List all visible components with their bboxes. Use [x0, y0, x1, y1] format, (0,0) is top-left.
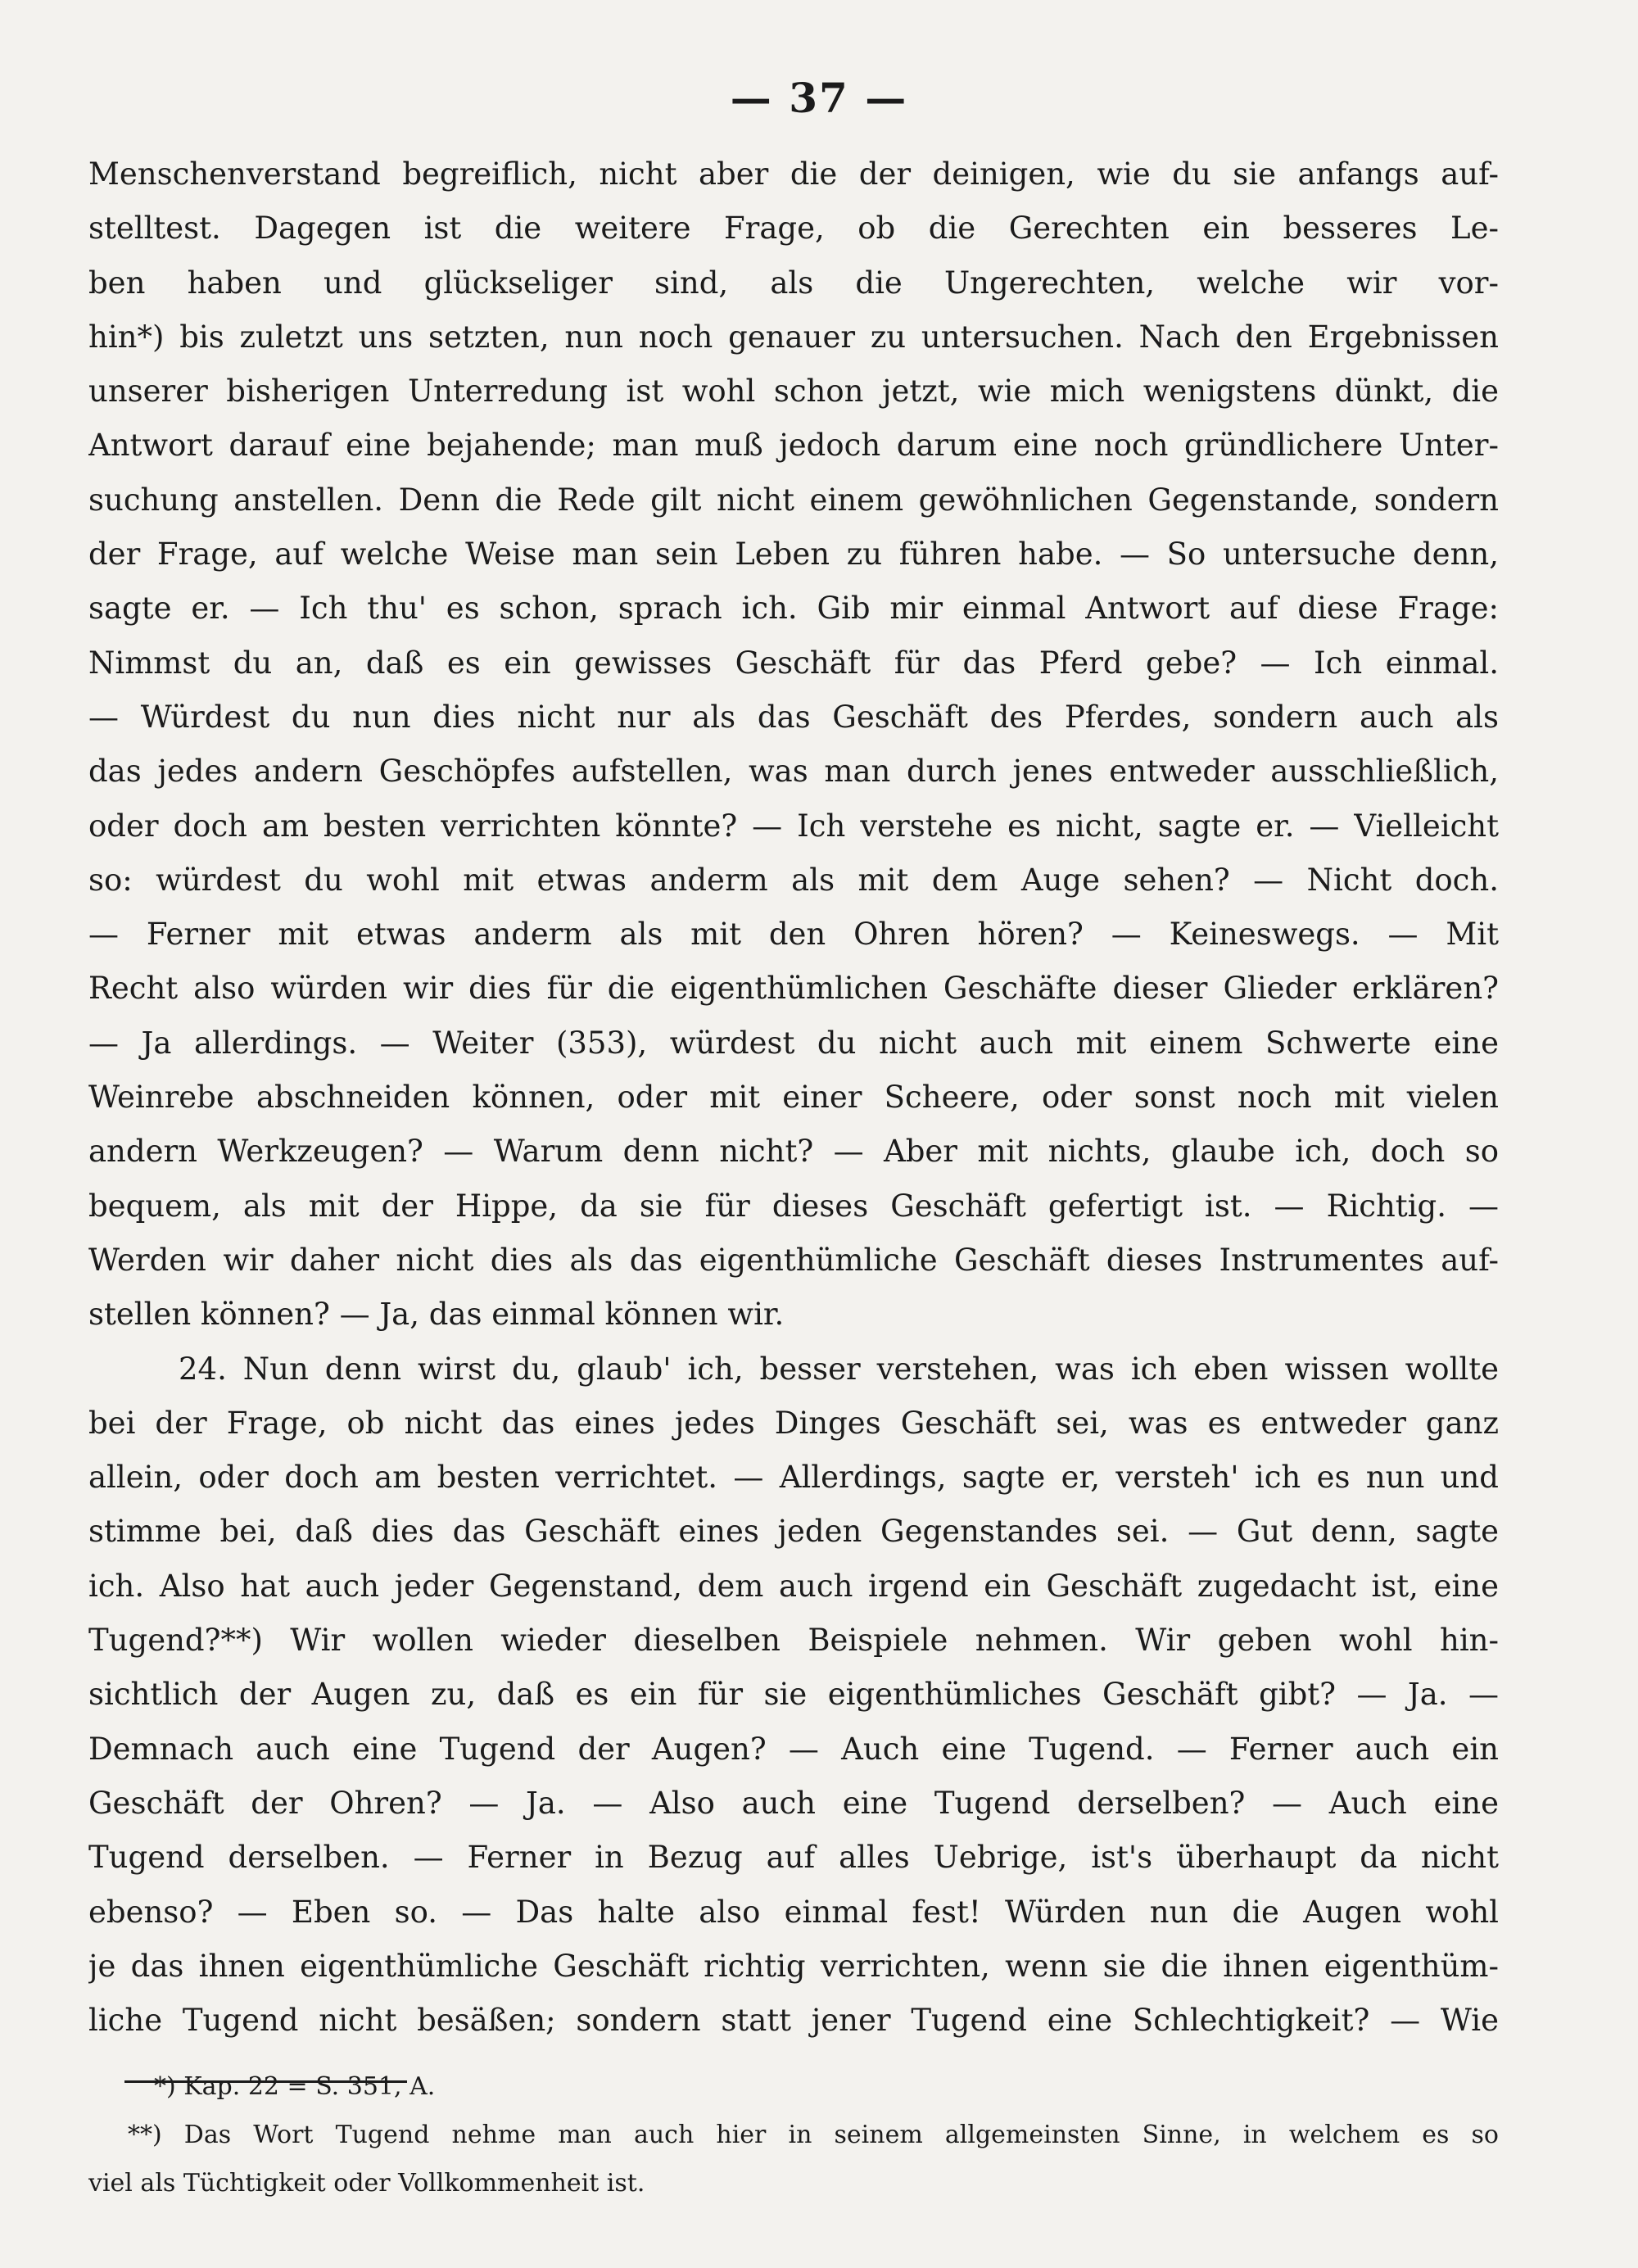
text-line: Recht also würden wir dies für die eigenthümlichen Geschäfte dieser Glieder erklären?	[88, 971, 1499, 1007]
text-line: Tugend derselben. — Ferner in Bezug auf alles Uebrige, ist's überhaupt da nicht	[88, 1840, 1499, 1876]
text-line: — Würdest du nun dies nicht nur als das Geschäft des Pferdes, sondern auch als	[88, 699, 1499, 735]
text-line: sagte er. — Ich thu' es schon, sprach ich. Gib mir einmal Antwort auf diese Frage:	[88, 591, 1499, 627]
text-line: Werden wir daher nicht dies als das eigenthümliche Geschäft dieses Instrumentes auf-	[88, 1242, 1499, 1278]
text-line: allein, oder doch am besten verrichtet. — Allerdings, sagte er, versteh' ich es nun und	[88, 1460, 1499, 1496]
text-line: ebenso? — Eben so. — Das halte also einmal fest! Würden nun die Augen wohl	[88, 1894, 1499, 1930]
text-line: andern Werkzeugen? — Warum denn nicht? — Aber mit nichts, glaube ich, doch so	[88, 1134, 1499, 1170]
text-line: Menschenverstand begreiflich, nicht aber die der deinigen, wie du sie anfangs auf-	[88, 156, 1499, 192]
text-line: so: würdest du wohl mit etwas anderm als mit dem Auge sehen? — Nicht doch.	[88, 862, 1499, 898]
text-line: je das ihnen eigenthümliche Geschäft richtig verrichten, wenn sie die ihnen eigenthüm-	[88, 1948, 1499, 1984]
text-line: ben haben und glückseliger sind, als die Ungerechten, welche wir vor-	[88, 265, 1499, 301]
text-line: Geschäft der Ohren? — Ja. — Also auch eine Tugend derselben? — Auch eine	[88, 1785, 1499, 1821]
text-line: unserer bisherigen Unterredung ist wohl schon jetzt, wie mich wenigstens dünkt, die	[88, 373, 1499, 410]
footnotes	[88, 2062, 1499, 2207]
text-line: bequem, als mit der Hippe, da sie für dieses Geschäft gefertigt ist. — Richtig. —	[88, 1188, 1499, 1224]
text-line: Antwort darauf eine bejahende; man muß jedoch darum eine noch gründlichere Unter-	[88, 428, 1499, 464]
text-line: ich. Also hat auch jeder Gegenstand, dem auch irgend ein Geschäft zugedacht ist, eine	[88, 1568, 1499, 1604]
text-line: der Frage, auf welche Weise man sein Leben zu führen habe. — So untersuche denn,	[88, 536, 1499, 573]
text-line: bei der Frage, ob nicht das eines jedes Dinges Geschäft sei, was es entweder ganz	[88, 1405, 1499, 1441]
footnote-2: **) Das Wort Tugend nehme man auch hier in seinem allgemeinsten Sinne, in welchem es so	[128, 2121, 1499, 2149]
text-line: Nimmst du an, daß es ein gewisses Geschäft für das Pferd gebe? — Ich einmal.	[88, 645, 1499, 681]
text-line: Tugend?**) Wir wollen wieder dieselben Beispiele nehmen. Wir geben wohl hin-	[88, 1623, 1499, 1659]
text-line: liche Tugend nicht besäßen; sondern statt jener Tugend eine Schlechtigkeit? — Wie	[88, 2003, 1499, 2039]
body-text	[88, 147, 1499, 2048]
footnote-2-continuation: viel als Tüchtigkeit oder Vollkommenheit ist.	[88, 2169, 645, 2198]
page-number: — 37 —	[730, 74, 908, 122]
section-24-first-line: 24. Nun denn wirst du, glaub' ich, besser verstehen, was ich eben wissen wollte	[179, 1351, 1499, 1387]
text-line: oder doch am besten verrichten könnte? — Ich verstehe es nicht, sagte er. — Vielleicht	[88, 808, 1499, 844]
paragraph-end-line: stellen können? — Ja, das einmal können wir.	[88, 1297, 785, 1333]
text-line: — Ja allerdings. — Weiter (353), würdest du nicht auch mit einem Schwerte eine	[88, 1025, 1499, 1061]
text-line: sichtlich der Augen zu, daß es ein für sie eigenthümliches Geschäft gibt? — Ja. —	[88, 1677, 1499, 1713]
footnote-1: *) Kap. 22 = S. 351, A.	[154, 2072, 436, 2101]
text-line: hin*) bis zuletzt uns setzten, nun noch genauer zu untersuchen. Nach den Ergebnissen	[88, 319, 1499, 355]
text-line: das jedes andern Geschöpfes aufstellen, was man durch jenes entweder ausschließlich,	[88, 754, 1499, 790]
text-line: — Ferner mit etwas anderm als mit den Ohren hören? — Keineswegs. — Mit	[88, 917, 1499, 953]
text-line: stelltest. Dagegen ist die weitere Frage, ob die Gerechten ein besseres Le-	[88, 211, 1499, 247]
text-line: stimme bei, daß dies das Geschäft eines jeden Gegenstandes sei. — Gut denn, sagte	[88, 1514, 1499, 1550]
text-line: Weinrebe abschneiden können, oder mit einer Scheere, oder sonst noch mit vielen	[88, 1080, 1499, 1116]
text-line: suchung anstellen. Denn die Rede gilt nicht einem gewöhnlichen Gegenstande, sondern	[88, 482, 1499, 518]
text-line: Demnach auch eine Tugend der Augen? — Auch eine Tugend. — Ferner auch ein	[88, 1731, 1499, 1767]
